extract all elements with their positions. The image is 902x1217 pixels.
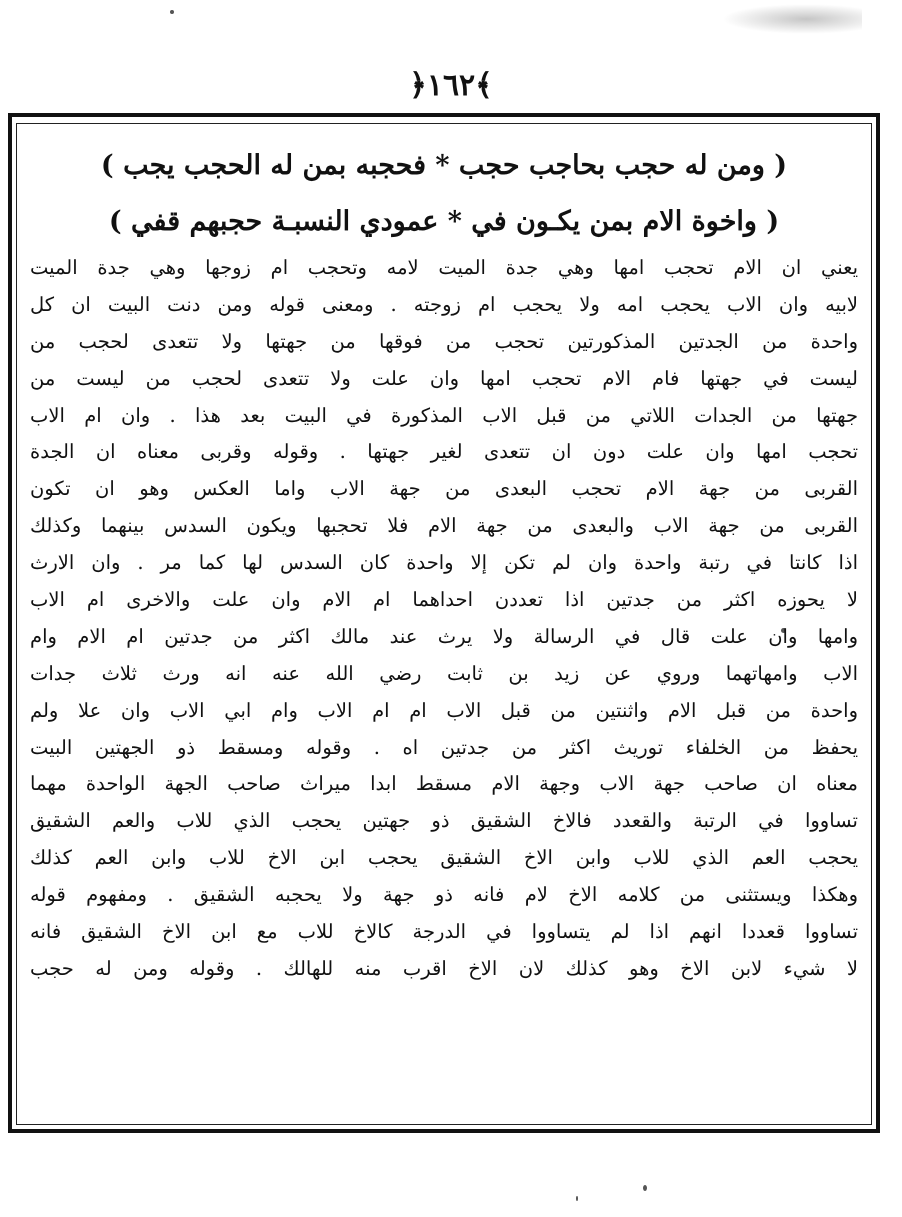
text-line: يعني ان الام تحجب امها وهي جدة الميت لامه وتحجب ام زوجها وهي جدة الميت xyxy=(30,256,858,279)
text-line: اذا كانتا في رتبة واحدة وان لم تكن إلا واحدة كان السدس لها كما مر . وان الارث xyxy=(30,551,858,575)
text-line: وامها وان علت قال في الرسالة ولا يرث عند مالك اكثر من جدتين ام الام وام xyxy=(30,624,858,648)
text-line: جهتها من الجدات اللاتي من قبل الاب المذكورة في البيت بعد هذا . وان ام الاب xyxy=(30,403,858,427)
main-text xyxy=(30,138,858,1122)
text-line: واحدة من قبل الام واثنتين من قبل الاب ام ام الاب وام ابي الاب وان علا ولم xyxy=(30,698,858,722)
text-line: لابيه وان الاب يحجب امه ولا يحجب ام زوجته . ومعنى قوله ومن دنت البيت ان كل xyxy=(30,292,858,316)
text-line: الاب وامهاتهما وروي عن زيد بن ثابت رضي الله عنه انه ورث ثلاث جدات xyxy=(30,661,858,685)
text-line: واحدة من الجدتين المذكورتين تحجب من فوقها من جهتها ولا تتعدى لحجب من xyxy=(30,329,858,353)
text-line: تساووا قعددا انهم اذا لم يتساووا في الدرجة كالاخ للاب مع ابن الاخ الشقيق فانه xyxy=(30,920,858,944)
scan-speck xyxy=(643,1185,647,1191)
text-line: يحجب العم الذي للاب وابن الاخ الشقيق يحجب ابن الاخ للاب وابن العم كذلك xyxy=(30,846,858,870)
page-number: ﴿١٦٢﴾ xyxy=(409,68,493,103)
scan-noise xyxy=(722,4,862,34)
text-line: القربى من جهة الام تحجب البعدى من جهة الاب واما العكس وهو ان تكون xyxy=(30,477,858,501)
text-line: وهكذا ويستثنى من كلامه الاخ لام فانه ذو جهة ولا يحجبه الشقيق . ومفهوم قوله xyxy=(30,883,858,907)
text-line: لا يحوزه اكثر من جدتين اذا تعددن احداهما ام الام وان علت والاخرى ام الاب xyxy=(30,588,858,612)
text-line: يحفظ من الخلفاء توريث اكثر من جدتين اه . وقوله ومسقط ذو الجهتين البيت xyxy=(30,735,858,759)
verse-line: ( واخوة الام بمن يكـون في * عمودي النسبـة حجبهم قفي ) xyxy=(108,206,780,237)
text-line: تحجب امها وان علت دون ان تتعدى لغير جهتها . وقوله وقربى معناه ان الجدة xyxy=(30,440,858,464)
text-line: القربى من جهة الاب والبعدى من جهة الام فلا تحجبها ويكون السدس بينهما وكذلك xyxy=(30,514,858,538)
scan-speck xyxy=(170,10,174,14)
text-line: ليست في جهتها فام الام تحجب امها وان علت ولا تتعدى لحجب من ليست من xyxy=(30,366,858,390)
text-line: تساووا في الرتبة والقعدد فالاخ الشقيق ذو جهتين يحجب الذي للاب والعم الشقيق xyxy=(30,809,858,833)
verse-line: ( ومن له حجب بحاجب حجب * فحجبه بمن له الحجب يجب ) xyxy=(100,150,788,181)
text-line: لا شيء لابن الاخ وهو كذلك لان الاخ اقرب منه للهالك . وقوله ومن له حجب xyxy=(30,956,858,980)
text-line: معناه ان صاحب جهة الاب وجهة الام مسقط ابدا ميراث صاحب الجهة الواحدة مهما xyxy=(30,772,858,796)
scan-speck xyxy=(576,1196,578,1201)
